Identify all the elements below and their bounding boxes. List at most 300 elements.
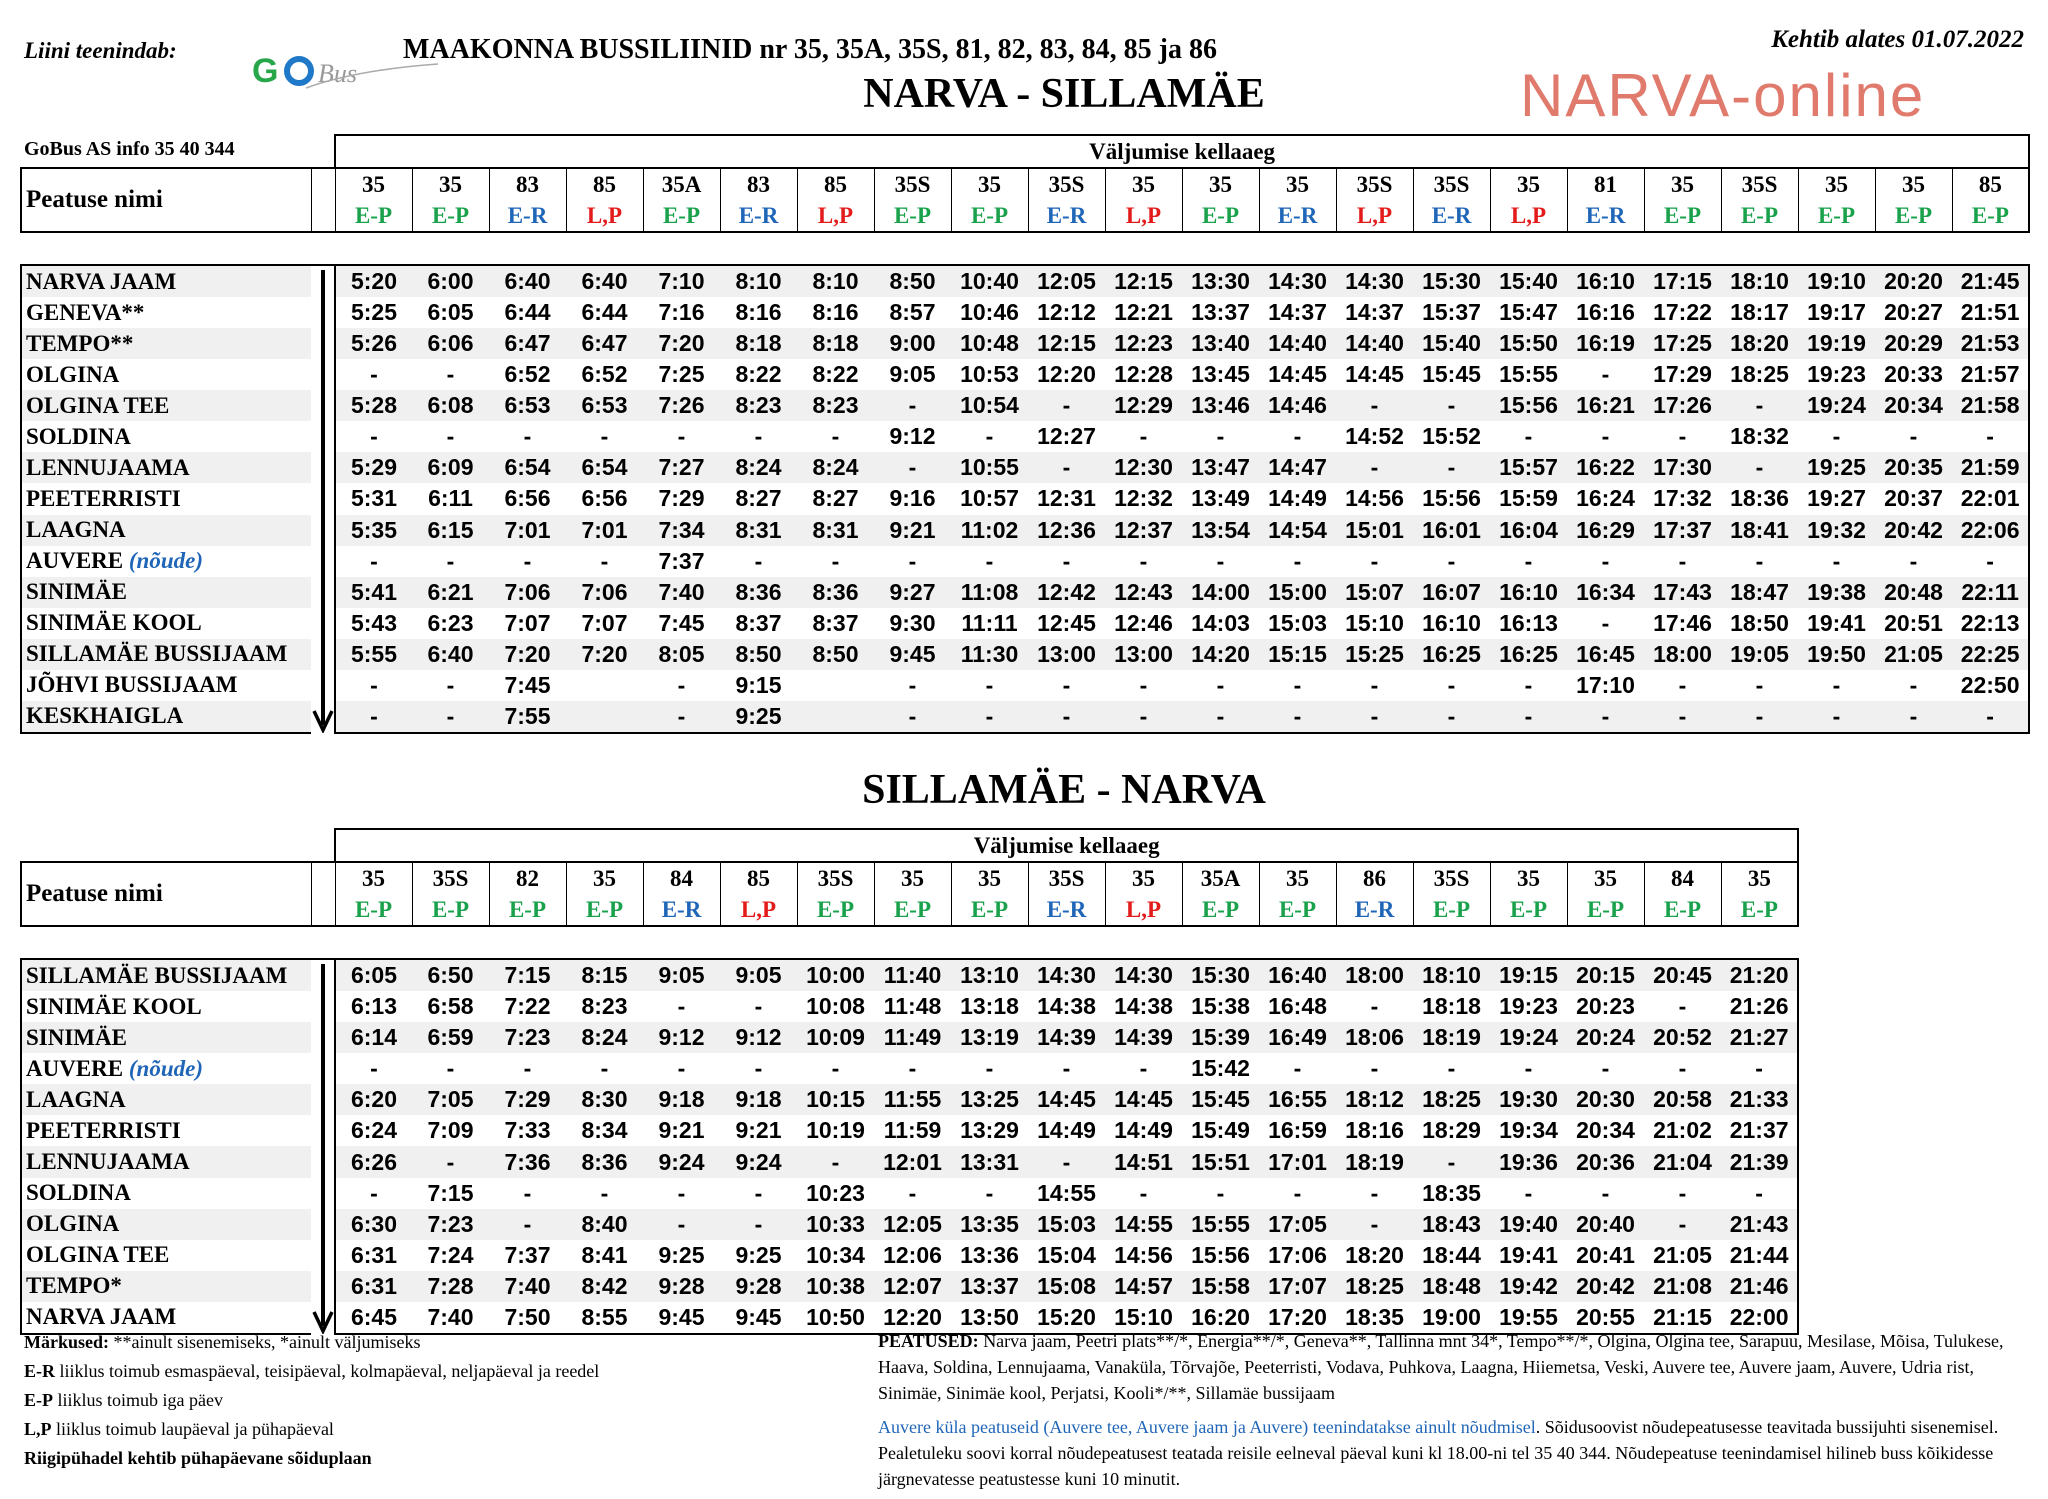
departure-time: 14:46 bbox=[1259, 390, 1336, 421]
departure-time: - bbox=[1798, 701, 1875, 733]
departure-time: 8:50 bbox=[797, 639, 874, 670]
departure-time: - bbox=[1721, 390, 1798, 421]
departure-time: 12:37 bbox=[1105, 515, 1182, 546]
departure-time: 14:37 bbox=[1268, 299, 1327, 326]
departure-time: 12:36 bbox=[1028, 515, 1105, 546]
departure-time: 20:33 bbox=[1884, 361, 1943, 388]
departure-time: 7:40 bbox=[412, 1302, 489, 1334]
departure-time: 19:23 bbox=[1499, 993, 1558, 1020]
departure-time: 21:45 bbox=[1952, 265, 2029, 297]
departure-time: 14:40 bbox=[1336, 328, 1413, 359]
departure-time: 16:55 bbox=[1259, 1084, 1336, 1115]
gap-cell bbox=[21, 232, 2029, 265]
departure-time: 6:58 bbox=[427, 993, 474, 1020]
departure-time: 9:05 bbox=[643, 959, 720, 991]
departure-time: - bbox=[874, 701, 951, 733]
route-number: 35S bbox=[1413, 862, 1490, 894]
departure-time: - bbox=[1678, 1055, 1687, 1082]
route-number: 35 bbox=[1490, 862, 1567, 894]
er-text: liiklus toimub esmaspäeval, teisipäeval, kolmapäeval, neljapäeval ja reedel bbox=[55, 1361, 600, 1381]
departure-time: - bbox=[754, 993, 763, 1020]
departure-time: - bbox=[908, 671, 917, 698]
table-row bbox=[21, 1146, 1798, 1177]
departure-time: 9:25 bbox=[720, 701, 797, 733]
departure-time: 6:15 bbox=[412, 515, 489, 546]
departure-time: 17:43 bbox=[1644, 577, 1721, 608]
departure-time: 10:15 bbox=[797, 1084, 874, 1115]
departure-time: 14:49 bbox=[1268, 485, 1327, 512]
departure-time: 9:24 bbox=[720, 1146, 797, 1177]
departure-time: - bbox=[335, 421, 412, 452]
departure-time: 22:50 bbox=[1952, 670, 2029, 701]
schedule-code: E-R bbox=[1259, 200, 1336, 232]
departure-time: 6:13 bbox=[335, 991, 412, 1022]
departure-time: 20:34 bbox=[1576, 1117, 1635, 1144]
departure-time: 7:23 bbox=[412, 1209, 489, 1240]
departure-time: 19:55 bbox=[1490, 1302, 1567, 1334]
route-number: 35 bbox=[951, 862, 1028, 894]
departure-time: - bbox=[1413, 1146, 1490, 1177]
departure-time: - bbox=[1909, 547, 1918, 574]
departure-time: 12:28 bbox=[1114, 361, 1173, 388]
departure-time: - bbox=[1336, 390, 1413, 421]
departure-time: 11:02 bbox=[951, 515, 1028, 546]
departure-time: 21:39 bbox=[1721, 1146, 1798, 1177]
stops-text: Narva jaam, Peetri plats**/*, Energia**/*, Geneva**, Tallinna mnt 34*, Tempo**/*, Olgina, Olgina tee, Sarapuu, Mesilase, Mõisa, Tulukese, Haava, Soldina, Lennujaama, Vanaküla, Tõrvajõe, Peeterristi, Vodava, Puhkova, Laagna, Hiiemetsa, Veski, Auvere tee, Auvere jaam, Auvere, Udria rist, Sinimäe, Sinimäe kool, Perjatsi, Kooli*/**, Sillamäe bussijaam bbox=[878, 1331, 2004, 1403]
departure-time: 19:30 bbox=[1490, 1084, 1567, 1115]
departure-time: 16:49 bbox=[1259, 1022, 1336, 1053]
departure-time: 21:51 bbox=[1952, 297, 2029, 328]
departure-time: - bbox=[1370, 547, 1379, 574]
departure-time: 6:47 bbox=[489, 328, 566, 359]
departure-time: - bbox=[985, 1055, 994, 1082]
stop-name bbox=[21, 1053, 311, 1084]
departure-time: 7:29 bbox=[658, 485, 705, 512]
departure-time: 14:45 bbox=[1105, 1084, 1182, 1115]
departure-time: 7:37 bbox=[658, 547, 705, 574]
departure-time: 8:40 bbox=[566, 1209, 643, 1240]
departure-time: 15:51 bbox=[1182, 1146, 1259, 1177]
schedule-code: E-R bbox=[1567, 200, 1644, 232]
departure-time: 18:47 bbox=[1721, 577, 1798, 608]
departure-time: - bbox=[874, 390, 951, 421]
table-row bbox=[21, 1115, 1798, 1146]
departure-time: 20:15 bbox=[1567, 959, 1644, 991]
departure-time: 5:55 bbox=[335, 639, 412, 670]
lp-text: liiklus toimub laupäeval ja pühapäeval bbox=[51, 1419, 334, 1439]
departure-time: - bbox=[446, 547, 455, 574]
departure-time: 11:30 bbox=[951, 639, 1028, 670]
timetable-sillamae-narva bbox=[20, 828, 1799, 1335]
holiday-note: Riigipühadel kehtib pühapäevane sõiduplaan bbox=[24, 1448, 372, 1468]
table-row bbox=[21, 1084, 1798, 1115]
departure-time: 6:56 bbox=[504, 485, 551, 512]
departure-time: 18:43 bbox=[1413, 1209, 1490, 1240]
departure-time: 16:10 bbox=[1567, 265, 1644, 297]
departure-time: 17:20 bbox=[1259, 1302, 1336, 1334]
departure-time: - bbox=[412, 1146, 489, 1177]
schedule-code: E-P bbox=[1644, 200, 1721, 232]
departure-time: 6:06 bbox=[412, 328, 489, 359]
departure-time: - bbox=[446, 423, 455, 450]
departure-time: 14:20 bbox=[1182, 639, 1259, 670]
schedule-code: E-P bbox=[1259, 894, 1336, 926]
departure-time: 15:08 bbox=[1028, 1271, 1105, 1302]
stop-name-text: LAAGNA bbox=[26, 517, 126, 543]
departure-time: 13:37 bbox=[951, 1271, 1028, 1302]
departure-time: 7:28 bbox=[412, 1271, 489, 1302]
departure-time: - bbox=[754, 1179, 763, 1206]
gap-row bbox=[21, 926, 1798, 959]
stop-name bbox=[21, 1022, 311, 1053]
departure-time: 18:32 bbox=[1730, 423, 1789, 450]
route-number: 35 bbox=[874, 862, 951, 894]
departure-time: 9:25 bbox=[735, 1241, 782, 1268]
departure-time: 6:50 bbox=[412, 959, 489, 991]
route-row bbox=[21, 862, 1798, 894]
departure-time: - bbox=[335, 701, 412, 733]
schedule-code: E-P bbox=[1721, 200, 1798, 232]
departure-time: 20:51 bbox=[1884, 609, 1943, 636]
departure-time: 10:48 bbox=[951, 328, 1028, 359]
departure-time: 8:57 bbox=[889, 299, 936, 326]
departure-time: 18:44 bbox=[1422, 1241, 1481, 1268]
departure-time: 14:30 bbox=[1336, 265, 1413, 297]
departure-time: 12:23 bbox=[1105, 328, 1182, 359]
route-number: 35 bbox=[335, 168, 412, 200]
departure-time: 21:15 bbox=[1644, 1302, 1721, 1334]
departure-time: 7:01 bbox=[566, 515, 643, 546]
departure-time: 20:37 bbox=[1884, 485, 1943, 512]
departure-time: 21:59 bbox=[1952, 452, 2029, 483]
departure-time: - bbox=[446, 671, 455, 698]
departure-time: 13:25 bbox=[951, 1084, 1028, 1115]
departure-time: 14:30 bbox=[1259, 265, 1336, 297]
stop-name bbox=[21, 1115, 311, 1146]
departure-time: - bbox=[831, 423, 840, 450]
stop-name bbox=[21, 1271, 311, 1302]
departure-time: 15:03 bbox=[1028, 1209, 1105, 1240]
departure-time: 18:19 bbox=[1413, 1022, 1490, 1053]
departure-time: - bbox=[1755, 671, 1764, 698]
departure-time: - bbox=[1490, 701, 1567, 733]
schedule-code: E-P bbox=[412, 894, 489, 926]
departure-time: 10:00 bbox=[797, 959, 874, 991]
departure-time: 12:05 bbox=[874, 1209, 951, 1240]
departure-time: - bbox=[1952, 701, 2029, 733]
schedule-code: E-R bbox=[489, 200, 566, 232]
served-by-label: Liini teenindab: bbox=[24, 38, 177, 63]
departure-time: 9:16 bbox=[889, 485, 936, 512]
schedule-code: E-P bbox=[951, 894, 1028, 926]
departure-time: 11:40 bbox=[874, 959, 951, 991]
departure-time: 15:40 bbox=[1490, 265, 1567, 297]
stop-name-text: NARVA JAAM bbox=[26, 268, 177, 294]
departure-time: - bbox=[1601, 1179, 1610, 1206]
departure-time: 13:00 bbox=[1028, 639, 1105, 670]
departure-time: 15:10 bbox=[1105, 1302, 1182, 1334]
departure-time: - bbox=[600, 1179, 609, 1206]
departure-time: 16:25 bbox=[1413, 639, 1490, 670]
departure-time: 19:24 bbox=[1490, 1022, 1567, 1053]
departure-time: 10:53 bbox=[960, 361, 1019, 388]
route-number: 35 bbox=[1259, 168, 1336, 200]
departure-time: 7:50 bbox=[489, 1302, 566, 1334]
direction-arrow-icon bbox=[311, 266, 335, 733]
departure-time: 5:31 bbox=[335, 483, 412, 514]
departure-time: 15:15 bbox=[1259, 639, 1336, 670]
departure-time: 15:20 bbox=[1028, 1302, 1105, 1334]
departure-time: 5:29 bbox=[335, 452, 412, 483]
route-number: 35 bbox=[1182, 168, 1259, 200]
departure-time: - bbox=[1832, 423, 1841, 450]
departure-time: 8:27 bbox=[735, 485, 782, 512]
departure-time: - bbox=[1832, 547, 1841, 574]
departure-time: 12:30 bbox=[1105, 452, 1182, 483]
departure-time: 7:20 bbox=[566, 639, 643, 670]
route-number: 86 bbox=[1336, 862, 1413, 894]
departure-time: 14:49 bbox=[1037, 1117, 1096, 1144]
departure-time: - bbox=[600, 547, 609, 574]
departure-time: 17:29 bbox=[1653, 361, 1712, 388]
departure-time: 7:40 bbox=[489, 1271, 566, 1302]
route-number: 35 bbox=[1105, 168, 1182, 200]
direction-arrow-icon bbox=[311, 960, 335, 1334]
departure-time: 17:46 bbox=[1653, 609, 1712, 636]
departure-time: 11:49 bbox=[874, 1022, 951, 1053]
stop-name-text: SINIMÄE bbox=[26, 1024, 127, 1050]
departure-time: - bbox=[1370, 671, 1379, 698]
departure-time: 14:38 bbox=[1037, 993, 1096, 1020]
departure-time: 19:36 bbox=[1490, 1146, 1567, 1177]
departure-time: 20:52 bbox=[1644, 1022, 1721, 1053]
departure-time: 8:34 bbox=[581, 1117, 628, 1144]
route-number: 35S bbox=[1028, 862, 1105, 894]
departure-time: - bbox=[985, 671, 994, 698]
stop-name bbox=[21, 670, 311, 701]
timetable-narva-sillamae bbox=[20, 134, 2030, 734]
departure-time: - bbox=[874, 452, 951, 483]
departure-time: 13:36 bbox=[960, 1241, 1019, 1268]
caption-row bbox=[21, 829, 1798, 862]
departure-time: 8:31 bbox=[720, 515, 797, 546]
departure-time: 19:42 bbox=[1490, 1271, 1567, 1302]
operator-info: GoBus AS info 35 40 344 bbox=[24, 138, 235, 160]
stop-name bbox=[21, 1178, 311, 1209]
departure-time: 15:42 bbox=[1191, 1055, 1250, 1082]
departure-time: 7:16 bbox=[658, 299, 705, 326]
departure-time: 8:23 bbox=[720, 390, 797, 421]
departure-time: 19:41 bbox=[1499, 1241, 1558, 1268]
departure-time: - bbox=[446, 361, 455, 388]
departure-time: 14:38 bbox=[1114, 993, 1173, 1020]
departure-time: 14:49 bbox=[1114, 1117, 1173, 1144]
stops-list bbox=[878, 1328, 2028, 1406]
departure-time: - bbox=[908, 547, 917, 574]
departure-time: 16:04 bbox=[1490, 515, 1567, 546]
departure-time: 6:08 bbox=[412, 390, 489, 421]
departure-time: 15:50 bbox=[1490, 328, 1567, 359]
departure-time: - bbox=[1293, 1179, 1302, 1206]
departure-time: 18:00 bbox=[1336, 959, 1413, 991]
departure-time: - bbox=[677, 671, 686, 698]
departure-time: 6:24 bbox=[335, 1115, 412, 1146]
departure-time: 17:10 bbox=[1576, 671, 1635, 698]
stop-name-text: AUVERE bbox=[26, 548, 124, 574]
stop-name-text: TEMPO** bbox=[26, 330, 134, 356]
route-number: 35S bbox=[412, 862, 489, 894]
departure-time: 14:30 bbox=[1028, 959, 1105, 991]
departure-time: 18:20 bbox=[1345, 1241, 1404, 1268]
departure-time: 12:31 bbox=[1037, 485, 1096, 512]
departure-time: 8:24 bbox=[720, 452, 797, 483]
arrow-cell bbox=[311, 265, 335, 733]
er-label: E-R bbox=[24, 1361, 55, 1381]
departure-time: 19:40 bbox=[1490, 1209, 1567, 1240]
narva-online-logo bbox=[1520, 54, 2020, 130]
departure-time: 9:15 bbox=[735, 671, 782, 698]
departure-time: 18:16 bbox=[1345, 1117, 1404, 1144]
departure-time: 12:06 bbox=[883, 1241, 942, 1268]
route-number: 35S bbox=[1413, 168, 1490, 200]
departure-time: 17:06 bbox=[1268, 1241, 1327, 1268]
departure-time: 21:20 bbox=[1721, 959, 1798, 991]
departure-time: 9:25 bbox=[658, 1241, 705, 1268]
departure-time: 7:40 bbox=[643, 577, 720, 608]
table-row bbox=[21, 1240, 1798, 1271]
departure-time: - bbox=[1293, 1055, 1302, 1082]
departure-time: 7:34 bbox=[643, 515, 720, 546]
schedule-code: E-P bbox=[1567, 894, 1644, 926]
stop-name-text: PEETERRISTI bbox=[26, 1117, 181, 1143]
departure-time: 19:15 bbox=[1490, 959, 1567, 991]
departure-time: 13:50 bbox=[951, 1302, 1028, 1334]
departure-time: 10:23 bbox=[806, 1179, 865, 1206]
departure-time: 10:09 bbox=[797, 1022, 874, 1053]
departure-time: - bbox=[677, 423, 686, 450]
departure-time: 19:23 bbox=[1807, 361, 1866, 388]
departure-time: 18:10 bbox=[1721, 265, 1798, 297]
departure-time: 19:32 bbox=[1798, 515, 1875, 546]
departure-time: 18:35 bbox=[1422, 1179, 1481, 1206]
remarks-text: **ainult sisenemiseks, *ainult väljumiseks bbox=[109, 1332, 421, 1352]
departure-time: 18:17 bbox=[1730, 299, 1789, 326]
departure-time: 7:27 bbox=[643, 452, 720, 483]
departure-time: 9:45 bbox=[874, 639, 951, 670]
departure-time: - bbox=[754, 1055, 763, 1082]
departure-time: 15:59 bbox=[1499, 485, 1558, 512]
schedule-code: E-P bbox=[874, 200, 951, 232]
schedule-code: E-R bbox=[643, 894, 720, 926]
stop-name bbox=[21, 265, 311, 297]
stop-name-text: LAAGNA bbox=[26, 1086, 126, 1112]
departure-time: 15:10 bbox=[1345, 609, 1404, 636]
departure-time: 22:06 bbox=[1952, 515, 2029, 546]
departure-time: 16:40 bbox=[1259, 959, 1336, 991]
departure-time: 12:05 bbox=[1028, 265, 1105, 297]
departure-time: 14:57 bbox=[1105, 1271, 1182, 1302]
stop-name-text: LENNUJAAMA bbox=[26, 1149, 190, 1174]
departure-time bbox=[566, 670, 643, 701]
departure-time: 13:29 bbox=[960, 1117, 1019, 1144]
stop-name bbox=[21, 1084, 311, 1115]
table-row bbox=[21, 1053, 1798, 1084]
departure-time: - bbox=[1336, 1209, 1413, 1240]
schedule-code: E-P bbox=[1490, 894, 1567, 926]
departure-time: 17:15 bbox=[1644, 265, 1721, 297]
departure-time: 14:52 bbox=[1345, 423, 1404, 450]
departure-time: - bbox=[1567, 701, 1644, 733]
departure-time: 6:52 bbox=[581, 361, 628, 388]
departure-time: 13:35 bbox=[951, 1209, 1028, 1240]
departure-time: 18:48 bbox=[1413, 1271, 1490, 1302]
schedule-code: E-P bbox=[1182, 200, 1259, 232]
departure-time bbox=[797, 670, 874, 701]
departure-time: 8:15 bbox=[566, 959, 643, 991]
departure-time: 13:54 bbox=[1182, 515, 1259, 546]
stop-name bbox=[21, 608, 311, 639]
departure-time: - bbox=[1909, 423, 1918, 450]
stop-name bbox=[21, 297, 311, 328]
departure-time: 18:36 bbox=[1730, 485, 1789, 512]
departure-time: - bbox=[600, 1055, 609, 1082]
departure-time: - bbox=[1062, 547, 1071, 574]
departure-time: - bbox=[1524, 547, 1533, 574]
departure-time: 10:08 bbox=[806, 993, 865, 1020]
departure-time: 9:21 bbox=[735, 1117, 782, 1144]
departure-time: 7:36 bbox=[489, 1146, 566, 1177]
departure-time: 6:53 bbox=[566, 390, 643, 421]
departure-time: - bbox=[1370, 1179, 1379, 1206]
route-number: 35 bbox=[951, 168, 1028, 200]
departure-time: 9:24 bbox=[643, 1146, 720, 1177]
departure-time: 15:00 bbox=[1259, 577, 1336, 608]
schedule-code: E-P bbox=[797, 894, 874, 926]
departure-time: - bbox=[1336, 452, 1413, 483]
departure-time: 18:19 bbox=[1336, 1146, 1413, 1177]
departure-time: 15:58 bbox=[1182, 1271, 1259, 1302]
departure-time: 14:45 bbox=[1345, 361, 1404, 388]
departure-time: - bbox=[754, 423, 763, 450]
on-demand-highlight: Auvere küla peatuseid (Auvere tee, Auvere jaam ja Auvere) teenindatakse ainult nõudmisel bbox=[878, 1417, 1536, 1437]
departure-time: - bbox=[1447, 547, 1456, 574]
departure-time: 8:37 bbox=[812, 609, 859, 636]
departure-time: - bbox=[1678, 547, 1687, 574]
stop-header: Peatuse nimi bbox=[21, 862, 311, 926]
route-number: 35 bbox=[1721, 862, 1798, 894]
departure-time: 6:53 bbox=[489, 390, 566, 421]
departure-time: 8:55 bbox=[566, 1302, 643, 1334]
schedule-code: E-P bbox=[489, 894, 566, 926]
departure-time: 7:33 bbox=[504, 1117, 551, 1144]
departure-time: 16:25 bbox=[1490, 639, 1567, 670]
departure-time: 21:05 bbox=[1875, 639, 1952, 670]
departure-time: 21:43 bbox=[1721, 1209, 1798, 1240]
departure-time: 15:40 bbox=[1413, 328, 1490, 359]
stop-name-text: LENNUJAAMA bbox=[26, 454, 190, 480]
caption-blank bbox=[21, 829, 335, 862]
schedule-code: L,P bbox=[1105, 200, 1182, 232]
departure-time: 6:54 bbox=[489, 452, 566, 483]
stop-name bbox=[21, 1146, 311, 1177]
departure-time: 8:36 bbox=[720, 577, 797, 608]
departure-time: 15:52 bbox=[1422, 423, 1481, 450]
departure-time: 8:27 bbox=[812, 485, 859, 512]
ep-label: E-P bbox=[24, 1390, 53, 1410]
departure-time: 9:45 bbox=[720, 1302, 797, 1334]
route-number: 85 bbox=[720, 862, 797, 894]
departure-time: - bbox=[754, 547, 763, 574]
